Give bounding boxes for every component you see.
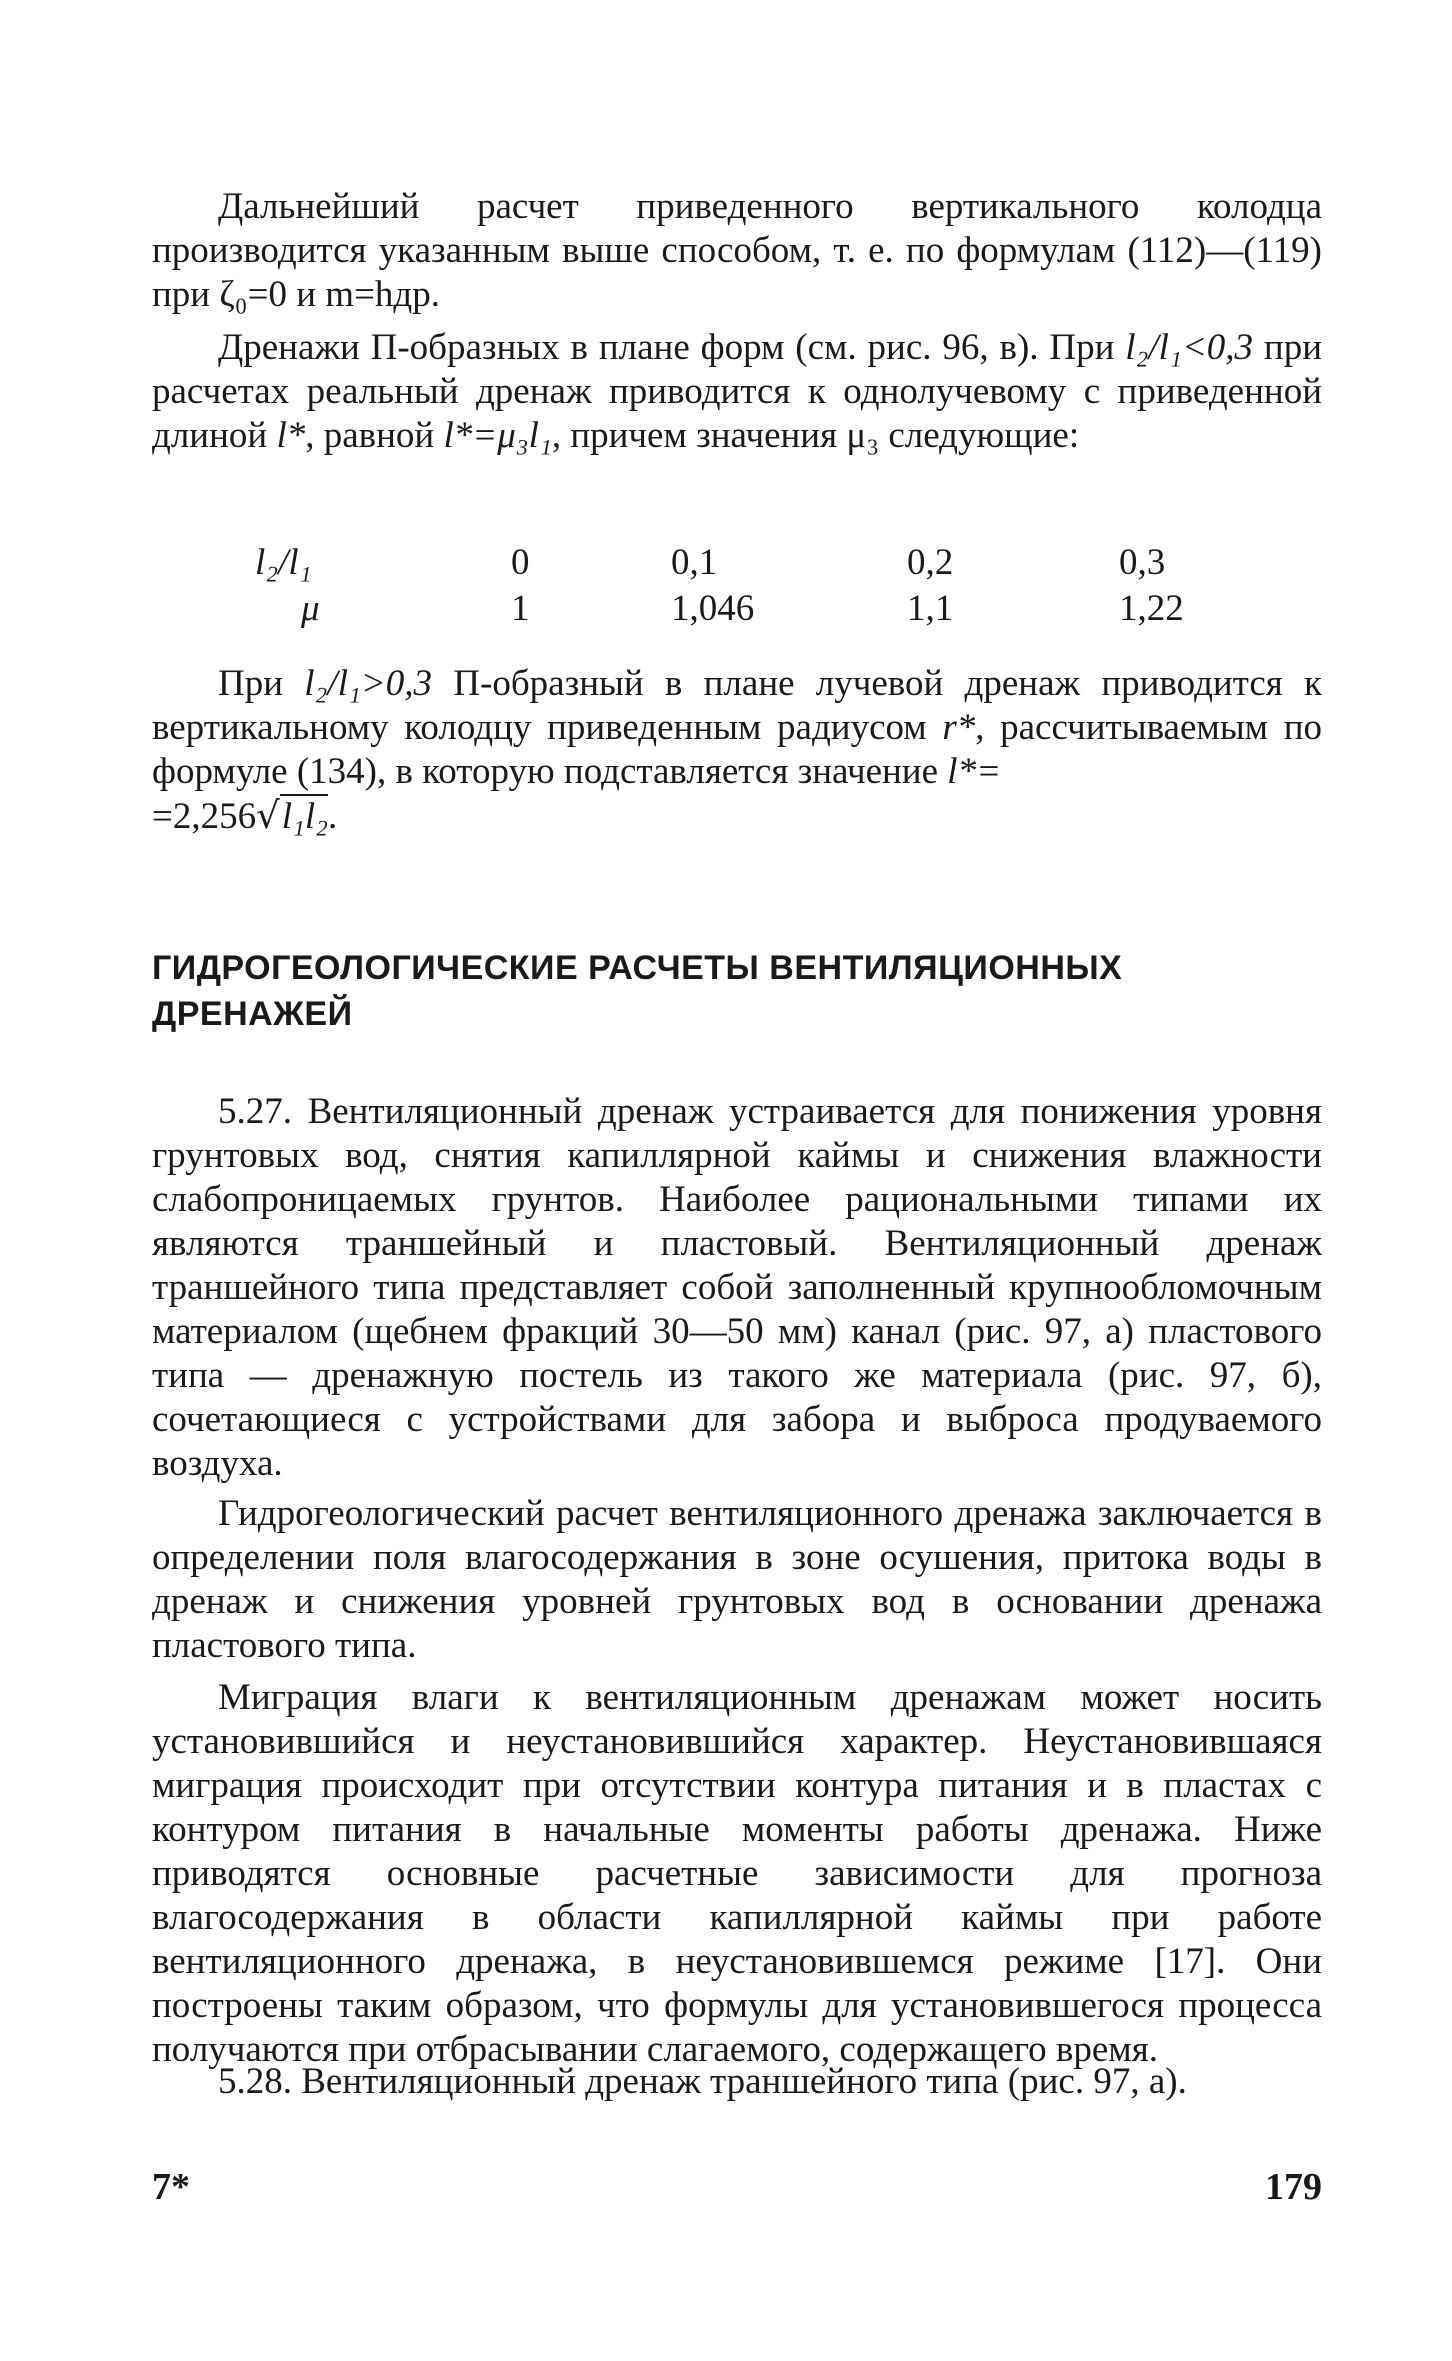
table-cell: 1 xyxy=(511,588,530,629)
mu-coefficient-table xyxy=(255,540,1184,632)
formula-radicand: l₁l₂ xyxy=(281,796,328,837)
paragraph-1-text: Дальнейший расчет приведенного вертикального колодца производится указанным выше способом, т. е. по формулам (112)—(119) при ζ₀=0 и m=hдр. xyxy=(152,186,1322,315)
heading-line-2: ДРЕНАЖЕЙ xyxy=(152,995,353,1033)
paragraph-5 xyxy=(152,1492,1322,1668)
paragraph-5-text: Гидрогеологический расчет вентиляционного дренажа заключается в определении поля влагосодержания в зоне осушения, притока воды в дренаж и снижения уровней грунтовых вод в основании дренажа пластового типа. xyxy=(152,1493,1322,1666)
formula-end: . xyxy=(328,796,338,837)
paragraph-2-mid2: , равной xyxy=(305,415,444,456)
ratio-condition-2: l₂/l₁>0,3 xyxy=(304,663,433,704)
paragraph-2 xyxy=(152,326,1322,458)
ratio-condition: l₂/l₁<0,3 xyxy=(1125,327,1254,368)
paragraph-7-text: 5.28. Вентиляционный дренаж траншейного типа (рис. 97, а). xyxy=(218,2061,1187,2102)
signature-mark: 7* xyxy=(152,2166,190,2208)
paragraph-3-body2: , рассчитываемым по формуле (134), в которую подставляется значение xyxy=(152,707,1322,792)
table-cell: 1,22 xyxy=(1119,588,1184,629)
paragraph-6 xyxy=(152,1676,1322,2072)
paragraph-4 xyxy=(152,1090,1322,1486)
paragraph-2-lead: Дренажи П-образных в плане форм (см. рис. 96, в). При xyxy=(218,327,1126,368)
formula-lhs: l*= xyxy=(947,751,1002,792)
paragraph-7 xyxy=(152,2060,1322,2104)
paragraph-2-middle: при расчетах реальный дренаж приводится к однолучевому с приведенной длиной xyxy=(152,327,1323,456)
table-cell: 0,1 xyxy=(671,542,718,583)
paragraph-3 xyxy=(152,662,1322,839)
table-cell: 0,2 xyxy=(907,542,954,583)
paragraph-1 xyxy=(152,185,1322,317)
table-cell: 1,046 xyxy=(671,588,755,629)
page-number: 179 xyxy=(1265,2166,1322,2208)
row-label-mu: μ xyxy=(301,588,320,629)
paragraph-3-lead: При xyxy=(218,663,305,704)
table-cell: 0 xyxy=(511,542,530,583)
reduced-radius-symbol: r* xyxy=(942,707,976,748)
table-row xyxy=(255,540,1184,586)
formula-coefficient: =2,256 xyxy=(152,796,257,837)
table-row xyxy=(255,586,1184,632)
sqrt-icon: √ xyxy=(256,794,280,837)
row-label-ratio: l₂/l₁ xyxy=(255,542,312,583)
reduced-length-formula: l*=μ₃l₁ xyxy=(443,415,552,456)
heading-line-1: ГИДРОГЕОЛОГИЧЕСКИЕ РАСЧЕТЫ ВЕНТИЛЯЦИОННЫХ xyxy=(152,949,1123,987)
paragraph-4-text: 5.27. Вентиляционный дренаж устраивается для понижения уровня грунтовых вод, снятия капиллярной каймы и снижения влажности слабопроницаемых грунтов. Наиболее рациональными типами их являются траншейный и пластовый. Вентиляционный дренаж траншейного типа представляет собой заполненный крупнообломочным материалом (щебнем фракций 30—50 мм) канал (рис. 97, а) пластового типа — дренажную постель из такого же материала (рис. 97, б), сочетающиеся с устройствами для забора и выброса продуваемого воздуха. xyxy=(152,1091,1322,1484)
paragraph-2-tail: , причем значения μ₃ следующие: xyxy=(551,415,1080,456)
section-heading xyxy=(152,945,1322,1037)
paragraph-3-body: П-образный в плане лучевой дренаж приводится к вертикальному колодцу приведенным радиусом xyxy=(152,663,1322,748)
paragraph-6-text: Миграция влаги к вентиляционным дренажам может носить установившийся и неустановившийся характер. Неустановившаяся миграция происходит при отсутствии контура питания и в пластах с контуром питания в начальные моменты работы дренажа. Ниже приводятся основные расчетные зависимости для прогноза влагосодержания в области капиллярной каймы при работе вентиляционного дренажа, в неустановившемся режиме [17]. Они построены таким образом, что формулы для установившегося процесса получаются при отбрасывании слагаемого, содержащего время. xyxy=(152,1677,1322,2070)
table-cell: 0,3 xyxy=(1119,542,1166,583)
reduced-length-symbol: l* xyxy=(276,415,306,456)
table-cell: 1,1 xyxy=(907,588,954,629)
